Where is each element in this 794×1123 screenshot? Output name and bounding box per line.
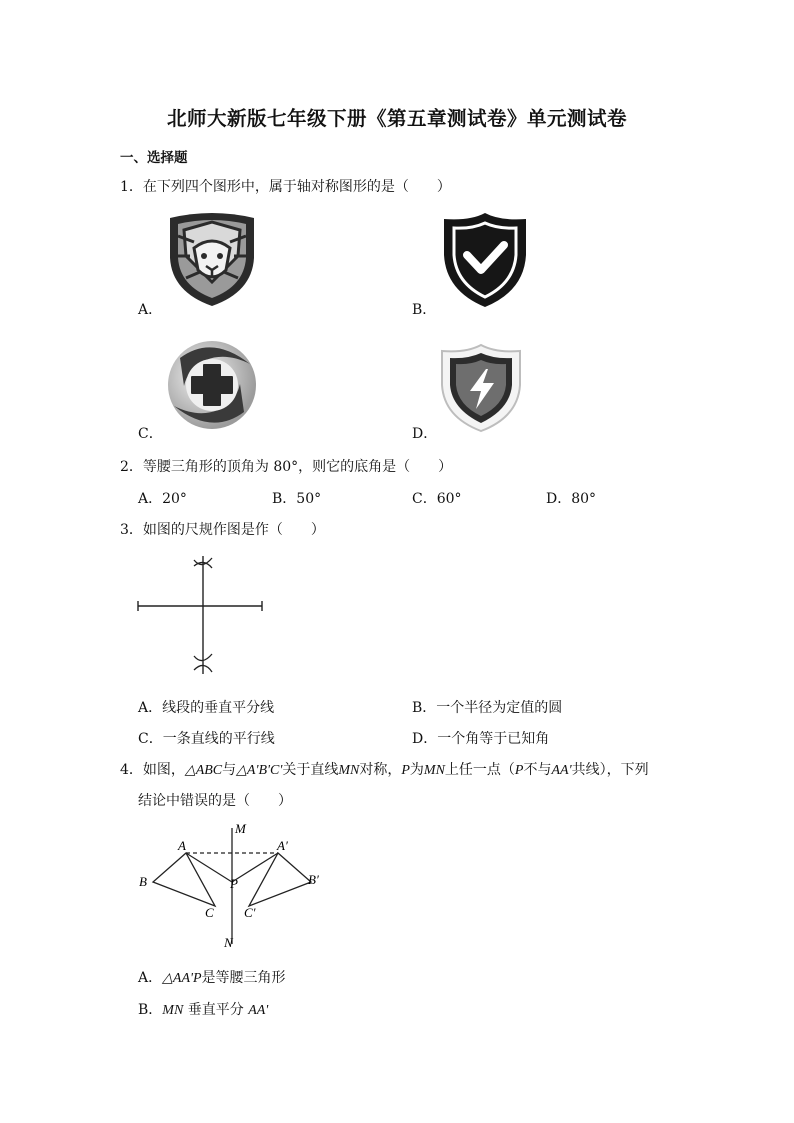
q4-stem-line2: 结论中错误的是（ ）: [138, 793, 292, 809]
q4-stem-line1: [120, 759, 649, 779]
q4-stem-prefix: 4．如图，: [120, 762, 185, 778]
label-b-prime: B′: [308, 872, 319, 887]
q4-text-any-point: 上任一点（: [444, 762, 515, 778]
q4-text-with: 与: [222, 762, 237, 778]
q3-option-d: D．一个角等于已知角: [412, 731, 550, 747]
q3-option-b: B．一个半径为定值的圆: [412, 700, 563, 716]
q4-line-mn: MN: [338, 763, 360, 778]
q4-text-is: 为: [409, 762, 424, 778]
q2-option-b: B．50°: [272, 491, 322, 507]
lightning-shield-icon: [438, 343, 524, 433]
q4-text-about-line: 关于直线: [282, 762, 339, 778]
q4-text-symmetric: 对称，: [359, 762, 402, 778]
q4-point-p-2: P: [514, 763, 524, 778]
plus-circle-icon: [166, 338, 258, 432]
q4-option-b-mn: MN: [162, 1003, 184, 1018]
q4-symmetry-figure: [130, 820, 340, 952]
q4-option-a-triangle: △AA'P: [162, 971, 202, 986]
q4-text-collinear: 共线），下列: [571, 762, 649, 778]
label-a: A: [178, 838, 186, 853]
q2-option-d: D．80°: [546, 491, 597, 507]
q4-option-b-text: 垂直平分: [183, 1002, 249, 1018]
q3-option-c: C．一条直线的平行线: [138, 731, 275, 747]
q4-option-a-text: 是等腰三角形: [201, 970, 286, 986]
q4-segment-aa: AA': [551, 763, 572, 778]
q4-text-not-with: 不与: [523, 762, 552, 778]
label-c: C: [205, 905, 214, 920]
q1-option-a-label: A．: [138, 302, 163, 318]
label-m: M: [235, 821, 246, 836]
label-p: P: [230, 876, 238, 891]
q4-option-b-aa: AA': [248, 1003, 269, 1018]
q2-option-c: C．60°: [412, 491, 462, 507]
q1-option-c-label: C．: [138, 426, 163, 442]
q4-option-a: [138, 967, 286, 987]
q4-option-a-prefix: A．: [138, 970, 163, 986]
q4-triangle-abc: △ABC: [184, 763, 223, 778]
q2-option-a: A．20°: [138, 491, 187, 507]
q4-option-b-prefix: B．: [138, 1002, 163, 1018]
q4-option-b: [138, 999, 268, 1019]
section-heading: 一、选择题: [120, 150, 188, 166]
q4-triangle-abc-prime: △A'B'C': [236, 763, 283, 778]
compass-construction-figure: [130, 550, 270, 680]
q2-stem: 2．等腰三角形的顶角为 80°，则它的底角是（ ）: [120, 459, 453, 475]
label-b: B: [139, 874, 147, 889]
q4-point-p: P: [401, 763, 410, 778]
q1-stem: 1．在下列四个图形中，属于轴对称图形的是（ ）: [120, 179, 451, 195]
q3-option-a: A．线段的垂直平分线: [138, 700, 275, 716]
q1-option-b-label: B．: [412, 302, 437, 318]
check-shield-icon: [440, 211, 530, 309]
q4-line-mn-2: MN: [423, 763, 445, 778]
page-title: 北师大新版七年级下册《第五章测试卷》单元测试卷: [166, 107, 627, 130]
label-c-prime: C′: [244, 905, 256, 920]
lion-shield-icon: [166, 212, 258, 308]
label-a-prime: A′: [277, 838, 288, 853]
q3-stem: 3．如图的尺规作图是作（ ）: [120, 522, 325, 538]
label-n: N: [224, 935, 233, 950]
q1-option-d-label: D．: [412, 426, 438, 442]
